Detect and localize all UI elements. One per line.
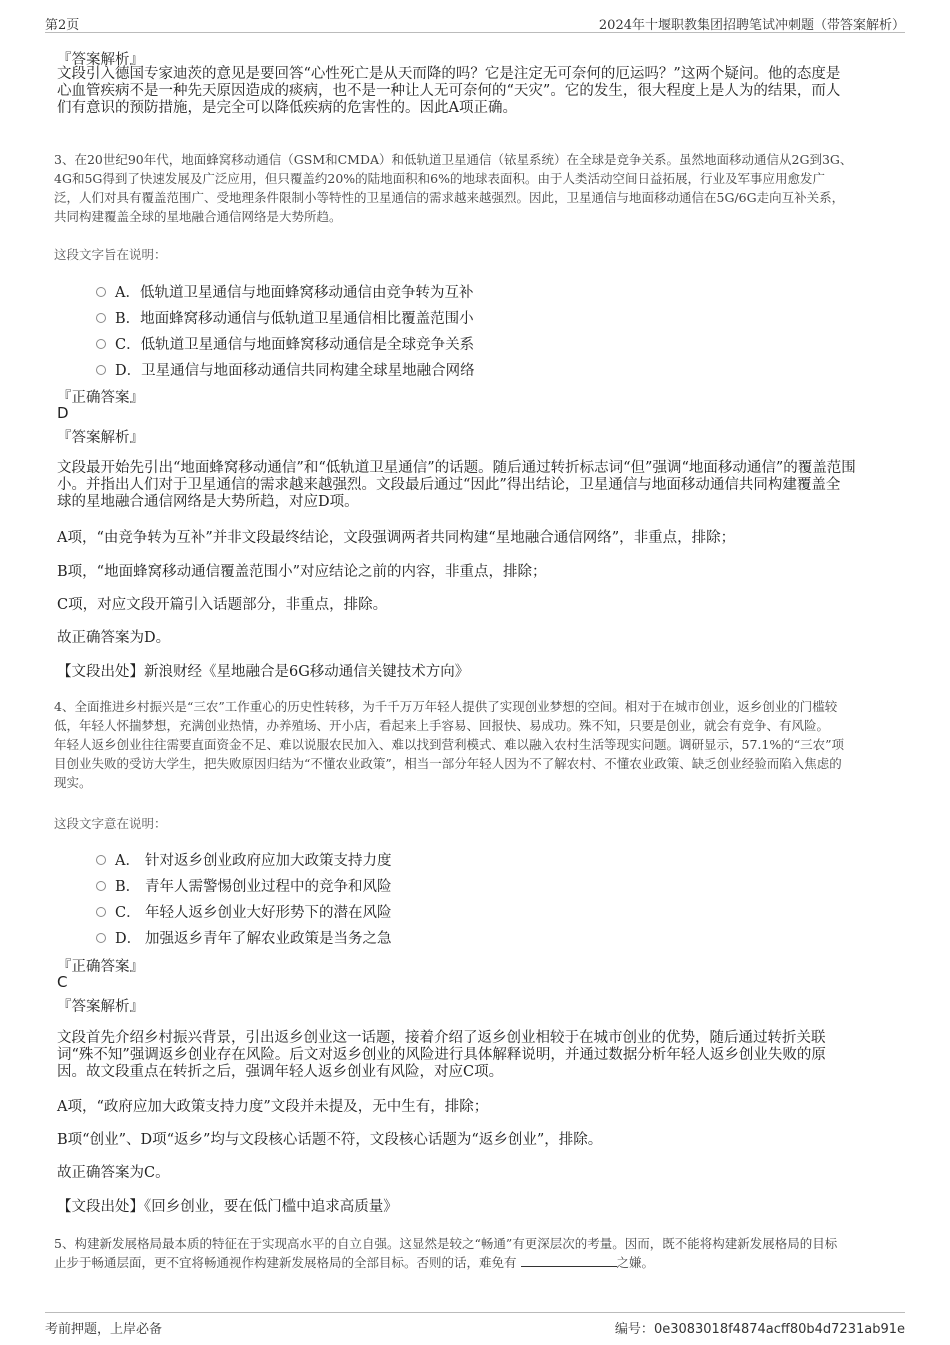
page-number: 第2页 — [45, 18, 80, 33]
q3-note-b: B项，“地面蜂窝移动通信覆盖范围小”对应结论之前的内容，非重点，排除； — [57, 564, 547, 580]
radio-icon[interactable] — [96, 855, 106, 865]
q3-options — [96, 281, 856, 385]
option-letter: B． — [115, 879, 141, 895]
q5-answer-blank[interactable] — [521, 1254, 617, 1267]
code-value: 0e3083018f4874acff80b4d7231ab91e — [653, 1322, 905, 1337]
option-text: 低轨道卫星通信与地面蜂窝移动通信由竞争转为互补 — [139, 285, 474, 301]
q3-passage-line: 3、在20世纪90年代，地面蜂窝移动通信（GSM和CMDA）和低轨道卫星通信（铱星系统）在全球是竞争关系。虽然地面移动通信从2G到3G、 — [54, 152, 853, 167]
q4-prompt: 这段文字意在说明： — [54, 816, 167, 831]
code-label: 编号： — [614, 1322, 654, 1337]
q5-question — [54, 1234, 894, 1272]
q4-correct-answer: C — [57, 973, 68, 991]
q2-analysis-label: 『答案解析』 — [57, 52, 144, 68]
q4-note-bd: B项“创业”、D项“返乡”均与文段核心话题不符，文段核心话题为“返乡创业”，排除。 — [57, 1132, 603, 1148]
q2-analysis-line: 们有意识的预防措施，是完全可以降低疾病的危害性的。因此A项正确。 — [57, 100, 517, 116]
q3-analysis-line: 文段最开始先引出“地面蜂窝移动通信”和“低轨道卫星通信”的话题。随后通过转折标志词“但”强调“地面移动通信”的覆盖范围 — [57, 460, 856, 476]
q4-passage-line: 4、全面推进乡村振兴是“三农”工作重心的历史性转移，为千千万万年轻人提供了实现创业梦想的空间。相对于在城市创业，返乡创业的门槛较 — [54, 699, 838, 714]
q4-option-a[interactable] — [96, 849, 856, 875]
option-letter: B． — [115, 311, 141, 327]
q4-options — [96, 849, 856, 953]
q3-note-a: A项，“由竞争转为互补”并非文段最终结论，文段强调两者共同构建“星地融合通信网络”，非重点，排除； — [57, 530, 736, 546]
option-text: 青年人需警惕创业过程中的竞争和风险 — [145, 879, 392, 895]
q3-analysis-line: 球的星地融合通信网络是大势所趋，对应D项。 — [57, 494, 359, 510]
footer-slogan: 考前押题，上岸必备 — [45, 1322, 163, 1337]
radio-icon[interactable] — [96, 933, 106, 943]
q3-analysis — [57, 460, 887, 511]
q4-passage — [54, 697, 894, 792]
radio-icon[interactable] — [96, 881, 106, 891]
radio-icon[interactable] — [96, 313, 106, 323]
q4-conclusion: 故正确答案为C。 — [57, 1165, 170, 1181]
option-text: 低轨道卫星通信与地面蜂窝移动通信是全球竞争关系 — [140, 337, 475, 353]
q4-note-a: A项，“政府应加大政策支持力度”文段并未提及，无中生有，排除； — [57, 1099, 489, 1115]
q4-option-d[interactable] — [96, 927, 856, 953]
q2-analysis-line: 文段引入德国专家迪茨的意见是要回答“心性死亡是从天而降的吗？它是注定无可奈何的厄运吗？”这两个疑问。他的态度是 — [57, 66, 841, 82]
q3-analysis-label: 『答案解析』 — [57, 430, 144, 446]
q4-analysis-label: 『答案解析』 — [57, 999, 144, 1015]
radio-icon[interactable] — [96, 365, 106, 375]
option-text: 地面蜂窝移动通信与低轨道卫星通信相比覆盖范围小 — [140, 311, 474, 327]
option-text: 卫星通信与地面移动通信共同构建全球星地融合网络 — [141, 363, 475, 379]
q3-correct-label: 『正确答案』 — [57, 390, 144, 406]
q4-option-b[interactable] — [96, 875, 856, 901]
q3-option-a[interactable] — [96, 281, 856, 307]
q3-passage-line: 泛，人们对具有覆盖范围广、受地理条件限制小等特性的卫星通信的需求越来越强烈。因此，卫星通信与地面移动通信在5G/6G走向互补关系， — [54, 190, 845, 205]
q2-analysis-line: 心血管疾病不是一种先天原因造成的痰病，也不是一种让人无可奈何的“天灾”。它的发生，很大程度上是人为的结果，而人 — [57, 83, 841, 99]
q4-analysis-line: 文段首先介绍乡村振兴背景，引出返乡创业这一话题，接着介绍了返乡创业相较于在城市创业的优势，随后通过转折关联 — [57, 1030, 826, 1046]
q3-analysis-line: 小。并指出人们对于卫星通信的需求越来越强烈。文段最后通过“因此”得出结论，卫星通信与地面移动通信共同构建覆盖全 — [57, 477, 841, 493]
document-title: 2024年十堰职教集团招聘笔试冲刺题（带答案解析） — [598, 18, 905, 33]
option-letter: A． — [115, 285, 140, 301]
q4-passage-line: 低，年轻人怀揣梦想，充满创业热情，办养殖场、开小店，看起来上手容易、回报快、易成功。殊不知，只要是创业，就会有竞争、有风险。 — [54, 718, 830, 733]
option-letter: C． — [115, 905, 141, 921]
option-text: 年轻人返乡创业大好形势下的潜在风险 — [145, 905, 392, 921]
q4-passage-line: 年轻人返乡创业往往需要直面资金不足、难以说服农民加入、难以找到营利模式、难以融入农村生活等现实问题。调研显示，57.1%的“三农”项 — [54, 737, 844, 752]
option-letter: A． — [115, 853, 140, 869]
q3-passage-line: 共同构建覆盖全球的星地融合通信网络是大势所趋。 — [54, 209, 342, 224]
q5-text-before-blank: 止步于畅通层面，更不宜将畅通视作构建新发展格局的全部目标。否则的话，难免有 — [54, 1255, 517, 1270]
page-header — [45, 12, 905, 33]
q2-analysis — [57, 66, 887, 117]
q3-passage-line: 4G和5G得到了快速发展及广泛应用，但只覆盖约20%的陆地面积和6%的地球表面积。由于人类活动空间日益拓展，行业及军事应用愈发广 — [54, 171, 825, 186]
option-text: 加强返乡青年了解农业政策是当务之急 — [145, 931, 392, 947]
q3-option-b[interactable] — [96, 307, 856, 333]
q4-analysis-line: 词“殊不知”强调返乡创业存在风险。后文对返乡创业的风险进行具体解释说明，并通过数据分析年轻人返乡创业失败的原 — [57, 1047, 826, 1063]
q4-passage-line: 目创业失败的受访大学生，把失败原因归结为“不懂农业政策”，相当一部分年轻人因为不了解农村、不懂农业政策、缺乏创业经验而陷入焦虑的 — [54, 756, 842, 771]
q3-option-d[interactable] — [96, 359, 856, 385]
q4-analysis — [57, 1030, 887, 1081]
document-code — [615, 1318, 905, 1337]
radio-icon[interactable] — [96, 339, 106, 349]
q3-option-c[interactable] — [96, 333, 856, 359]
q3-passage — [54, 150, 894, 226]
option-letter: D． — [115, 931, 142, 947]
option-text: 针对返乡创业政府应加大政策支持力度 — [145, 853, 392, 869]
q4-passage-line: 现实。 — [54, 775, 92, 790]
q3-conclusion: 故正确答案为D。 — [57, 630, 171, 646]
page-footer — [45, 1312, 905, 1337]
q5-line: 5、构建新发展格局最本质的特征在于实现高水平的自立自强。这显然是较之“畅通”有更深层次的考量。因而，既不能将构建新发展格局的目标 — [54, 1236, 838, 1251]
q3-correct-answer: D — [57, 404, 69, 422]
q4-analysis-line: 因。故文段重点在转折之后，强调年轻人返乡创业有风险，对应C项。 — [57, 1064, 504, 1080]
q3-note-c: C项，对应文段开篇引入话题部分，非重点，排除。 — [57, 597, 388, 613]
option-letter: C． — [115, 337, 141, 353]
option-letter: D． — [115, 363, 142, 379]
radio-icon[interactable] — [96, 907, 106, 917]
q5-line — [54, 1253, 894, 1272]
q5-text-after-blank: 之嫌。 — [616, 1255, 655, 1270]
q4-correct-label: 『正确答案』 — [57, 959, 144, 975]
radio-icon[interactable] — [96, 287, 106, 297]
q3-prompt: 这段文字旨在说明： — [54, 247, 167, 262]
q4-source: 【文段出处】《回乡创业，要在低门槛中追求高质量》 — [57, 1199, 398, 1215]
q4-option-c[interactable] — [96, 901, 856, 927]
q3-source: 【文段出处】新浪财经《星地融合是6G移动通信关键技术方向》 — [57, 664, 470, 680]
